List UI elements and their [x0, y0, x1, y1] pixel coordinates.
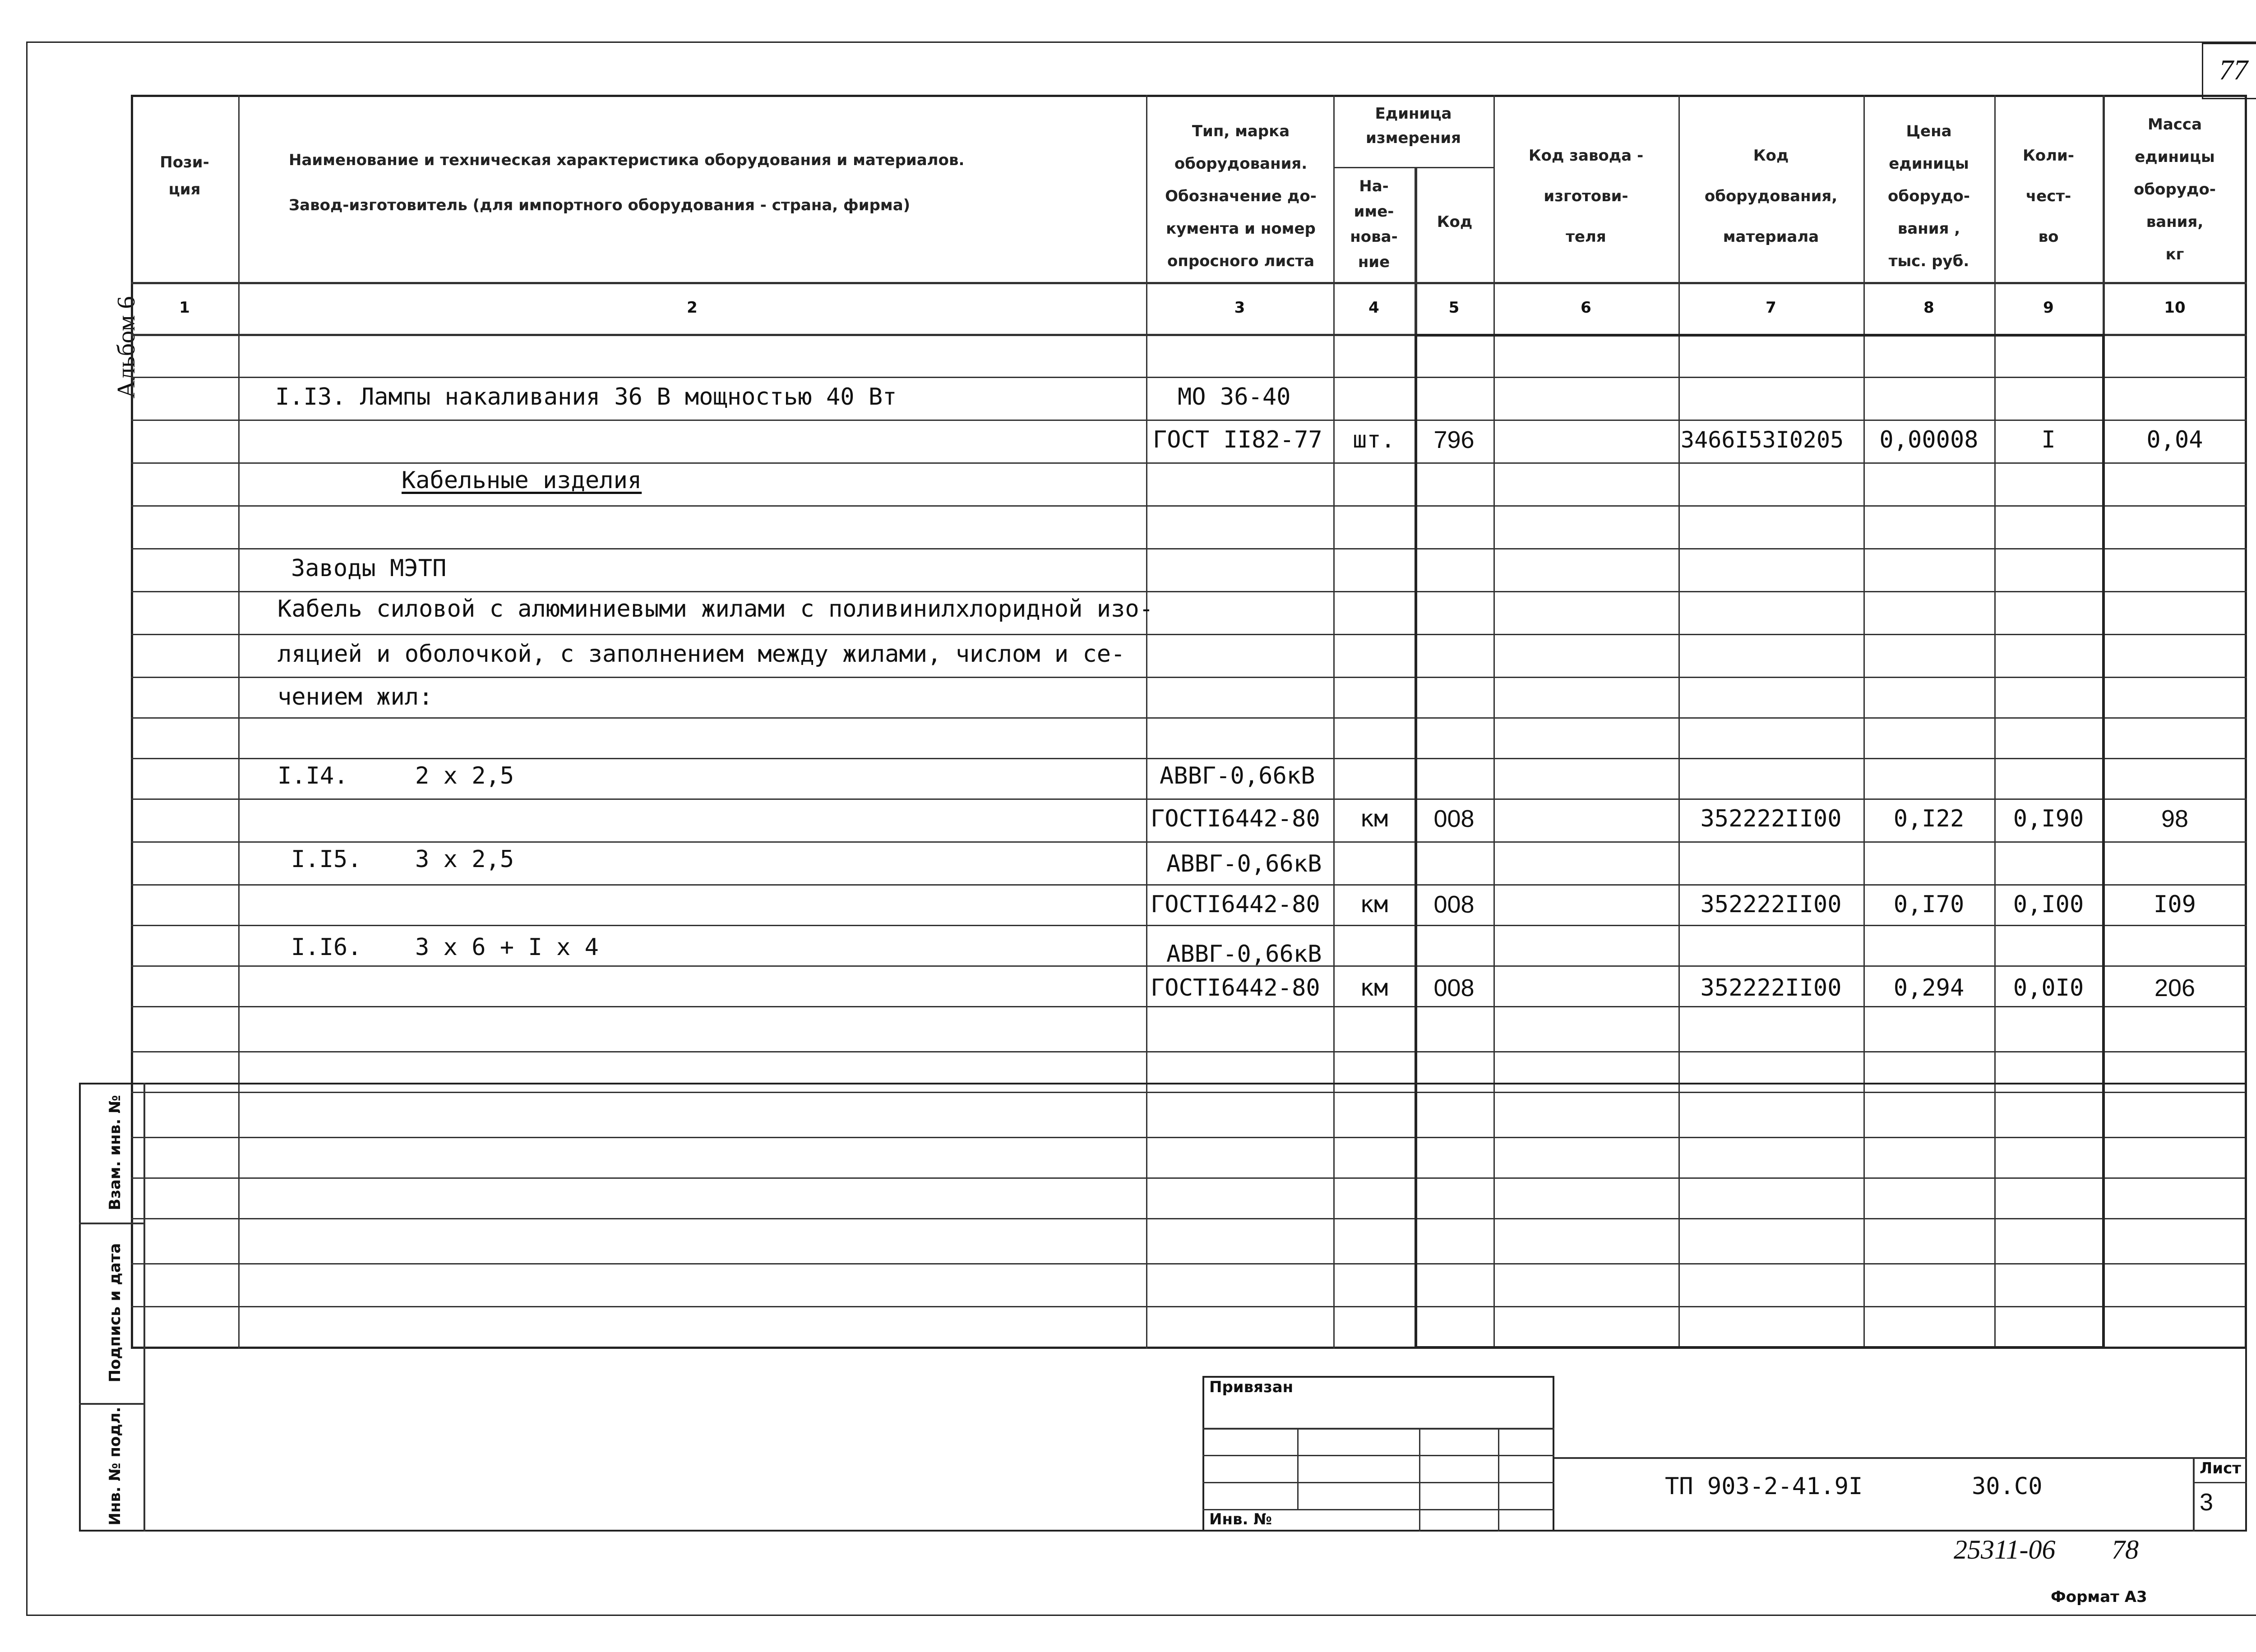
col-num-2: 2: [687, 299, 698, 317]
header-unit-name: На- име- нова- ние: [1350, 177, 1398, 271]
bottom-number: 78: [2112, 1535, 2139, 1564]
header-price: Цена единицы оборудо- вания , тыс. руб.: [1888, 122, 1970, 270]
row-lamps-gost: ГОСТ II82-77: [1153, 426, 1322, 453]
p14-unit: км: [1359, 805, 1388, 832]
col-num-5: 5: [1448, 299, 1460, 317]
p15-qty: 0,I00: [2013, 891, 2084, 918]
p16-position: I.I6.: [291, 934, 362, 961]
p16-price: 0,294: [1893, 974, 1965, 1001]
doc-code: ТП 903-2-41.9I: [1665, 1473, 1863, 1500]
p16-unit: км: [1359, 974, 1388, 1001]
bound-label: Привязан: [1209, 1378, 1294, 1396]
p14-type: АВВГ-0,66кВ: [1160, 762, 1315, 789]
doc-suffix: 30.С0: [1972, 1473, 2043, 1500]
p14-price: 0,I22: [1893, 805, 1965, 832]
page-number: 77: [2219, 54, 2248, 86]
p15-position: I.I5.: [291, 846, 362, 873]
sheet-label: Лист: [2200, 1459, 2241, 1477]
header-name: Наименование и техническая характеристика оборудования и материалов. Завод-изготовитель (для импортного оборудования - страна, фирма): [289, 151, 965, 214]
col-num-4: 4: [1368, 299, 1379, 317]
p14-qty: 0,I90: [2013, 805, 2084, 832]
header-mass: Масса единицы оборудо- вания, кг: [2134, 115, 2216, 263]
p14-gost: ГОСТI6442-80: [1151, 805, 1320, 832]
p15-mass: I09: [2154, 891, 2196, 918]
col-num-9: 9: [2043, 299, 2054, 317]
header-equipment-code: Код оборудования, материала: [1704, 147, 1838, 246]
cable-desc-3: чением жил:: [277, 683, 433, 711]
p15-price: 0,I70: [1893, 891, 1965, 918]
p14-code: 008: [1433, 805, 1475, 832]
inv-orig-label: Инв. № подл.: [106, 1407, 124, 1526]
p14-size: 2 х 2,5: [415, 762, 514, 789]
p16-mass: 206: [2154, 974, 2196, 1001]
section-title: Кабельные изделия: [402, 467, 642, 494]
p15-eqcode: 352222II00: [1700, 891, 1842, 918]
row-lamps-unit: шт.: [1353, 426, 1395, 453]
inv-no-label: Инв. №: [1209, 1510, 1272, 1528]
album-label: Альбом 6: [112, 296, 140, 399]
row-lamps-name: I.I3. Лампы накаливания 36 В мощностью 40 Вт: [275, 383, 897, 411]
p16-qty: 0,0I0: [2013, 974, 2084, 1001]
p16-size: 3 х 6 + I х 4: [415, 934, 599, 961]
header-position: Пози- ция: [160, 153, 209, 198]
p16-gost: ГОСТI6442-80: [1151, 974, 1320, 1001]
p15-unit: км: [1359, 891, 1388, 918]
p14-position: I.I4.: [277, 762, 348, 789]
col-num-6: 6: [1581, 299, 1591, 317]
header-unit-group: Единица измерения: [1366, 105, 1461, 147]
header-quantity: Коли- чест- во: [2023, 147, 2074, 246]
bound-block: [1202, 1376, 1554, 1532]
col-num-3: 3: [1234, 299, 1245, 317]
header-plant-code: Код завода - изготови- теля: [1528, 147, 1644, 246]
p16-eqcode: 352222II00: [1700, 974, 1842, 1001]
bottom-code: 25311-06: [1954, 1535, 2056, 1564]
format-label: Формат А3: [2051, 1588, 2147, 1606]
row-lamps-mass: 0,04: [2146, 426, 2203, 453]
p15-type: АВВГ-0,66кВ: [1166, 850, 1322, 877]
col-num-8: 8: [1923, 299, 1934, 317]
row-lamps-type: МО 36-40: [1178, 383, 1291, 411]
row-lamps-code: 796: [1433, 426, 1475, 453]
p16-type: АВВГ-0,66кВ: [1166, 941, 1322, 968]
p14-mass: 98: [2161, 805, 2189, 832]
sheet-number: 3: [2200, 1489, 2214, 1516]
bottom-frame: [79, 1083, 2247, 1532]
p15-code: 008: [1433, 891, 1475, 918]
plant-label: Заводы МЭТП: [291, 555, 447, 582]
cable-desc-2: ляцией и оболочкой, с заполнением между жилами, числом и се-: [277, 641, 1125, 668]
cable-desc-1: Кабель силовой с алюминиевыми жилами с поливинилхлоридной изо-: [277, 595, 1154, 623]
col-num-10: 10: [2164, 299, 2186, 317]
col-num-1: 1: [179, 299, 190, 317]
p16-code: 008: [1433, 974, 1475, 1001]
p15-size: 3 х 2,5: [415, 846, 514, 873]
inv-replace-label: Взам. инв. №: [106, 1095, 124, 1210]
header-type: Тип, марка оборудования. Обозначение до- кумента и номер опросного листа: [1165, 122, 1317, 270]
row-lamps-price: 0,00008: [1879, 426, 1979, 453]
p15-gost: ГОСТI6442-80: [1151, 891, 1320, 918]
col-num-7: 7: [1766, 299, 1776, 317]
header-unit-code: Код: [1437, 213, 1473, 231]
row-lamps-eqcode: 3466I53I0205: [1681, 427, 1844, 453]
p14-eqcode: 352222II00: [1700, 805, 1842, 832]
sign-date-label: Подпись и дата: [106, 1243, 124, 1383]
row-lamps-qty: I: [2041, 426, 2056, 453]
